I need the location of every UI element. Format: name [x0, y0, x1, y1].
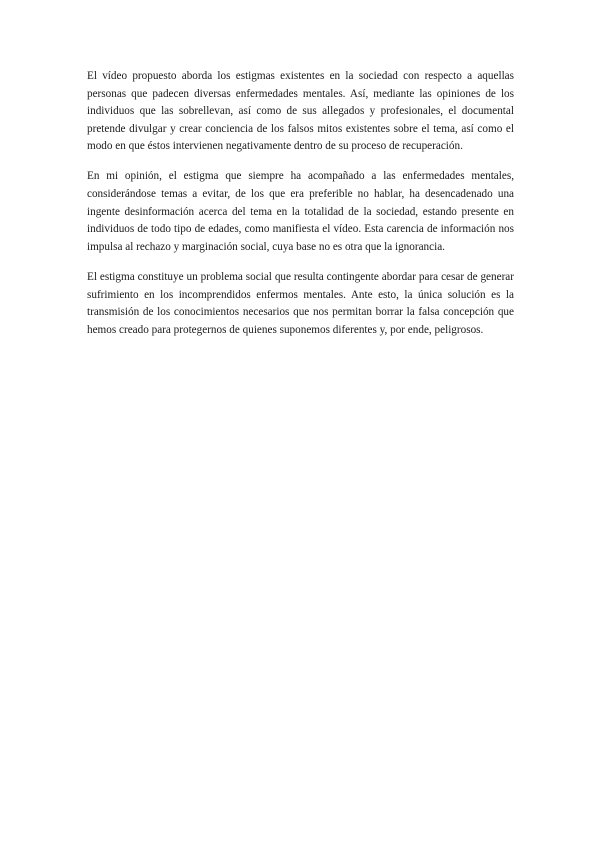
paragraph-3: El estigma constituye un problema social que resulta contingente abordar para cesar de generar sufrimiento en los incomprendidos enfermos mentales. Ante esto, la única solución es la transmisión de los conocimientos necesarios que nos permitan borrar la falsa concepción que hemos creado para protegernos de quienes suponemos diferentes y, por ende, peligrosos.	[87, 270, 514, 336]
document-body	[87, 68, 514, 352]
paragraph-1: El vídeo propuesto aborda los estigmas existentes en la sociedad con respecto a aquellas personas que padecen diversas enfermedades mentales. Así, mediante las opiniones de los individuos que las sobrellevan, así como de sus allegados y profesionales, el documental pretende divulgar y crear conciencia de los falsos mitos existentes sobre el tema, así como el modo en que éstos intervienen negativamente dentro de su proceso de recuperación.	[87, 70, 514, 153]
paragraph-2: En mi opinión, el estigma que siempre ha acompañado a las enfermedades mentales, considerándose temas a evitar, de los que era preferible no hablar, ha desencadenado una ingente desinformación acerca del tema en la totalidad de la sociedad, estando presente en individuos de todo tipo de edades, como manifiesta el vídeo. Esta carencia de información nos impulsa al rechazo y marginación social, cuya base no es otra que la ignorancia.	[87, 170, 514, 253]
